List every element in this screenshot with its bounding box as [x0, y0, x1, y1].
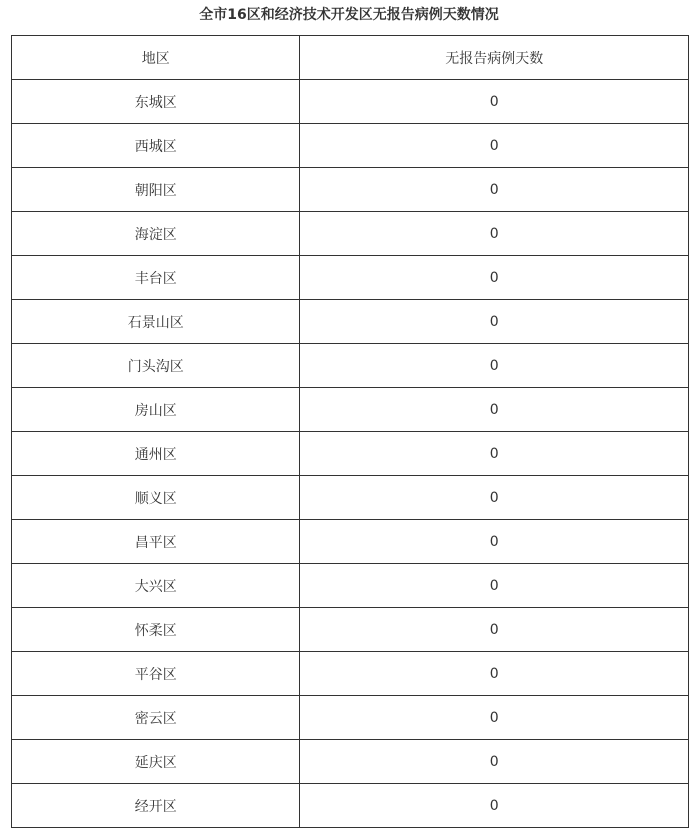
table-header-row — [12, 36, 689, 80]
district-cell: 东城区 — [12, 80, 300, 124]
days-cell: 0 — [300, 740, 689, 784]
district-cell: 朝阳区 — [12, 168, 300, 212]
days-cell: 0 — [300, 476, 689, 520]
district-cell: 石景山区 — [12, 300, 300, 344]
district-cell: 丰台区 — [12, 256, 300, 300]
table-row — [12, 388, 689, 432]
district-cell: 顺义区 — [12, 476, 300, 520]
days-cell: 0 — [300, 124, 689, 168]
table-row — [12, 740, 689, 784]
table-row — [12, 80, 689, 124]
district-cell: 平谷区 — [12, 652, 300, 696]
district-cell: 密云区 — [12, 696, 300, 740]
table-row — [12, 608, 689, 652]
header-district: 地区 — [12, 36, 300, 80]
district-cell: 怀柔区 — [12, 608, 300, 652]
days-cell: 0 — [300, 212, 689, 256]
table-row — [12, 564, 689, 608]
table-row — [12, 784, 689, 828]
days-cell: 0 — [300, 652, 689, 696]
table-row — [12, 696, 689, 740]
no-case-days-table — [11, 35, 689, 828]
table-row — [12, 432, 689, 476]
table-title: 全市16区和经济技术开发区无报告病例天数情况 — [199, 7, 499, 23]
table-row — [12, 476, 689, 520]
days-cell: 0 — [300, 784, 689, 828]
district-cell: 海淀区 — [12, 212, 300, 256]
district-cell: 延庆区 — [12, 740, 300, 784]
district-cell: 房山区 — [12, 388, 300, 432]
header-no-case-days: 无报告病例天数 — [300, 36, 689, 80]
table-row — [12, 300, 689, 344]
table-row — [12, 168, 689, 212]
district-cell: 大兴区 — [12, 564, 300, 608]
table-row — [12, 256, 689, 300]
district-cell: 通州区 — [12, 432, 300, 476]
table-row — [12, 212, 689, 256]
table-row — [12, 652, 689, 696]
days-cell: 0 — [300, 608, 689, 652]
district-cell: 门头沟区 — [12, 344, 300, 388]
days-cell: 0 — [300, 388, 689, 432]
district-cell: 经开区 — [12, 784, 300, 828]
days-cell: 0 — [300, 344, 689, 388]
days-cell: 0 — [300, 432, 689, 476]
district-cell: 西城区 — [12, 124, 300, 168]
days-cell: 0 — [300, 256, 689, 300]
table-row — [12, 344, 689, 388]
days-cell: 0 — [300, 696, 689, 740]
district-cell: 昌平区 — [12, 520, 300, 564]
table-row — [12, 520, 689, 564]
days-cell: 0 — [300, 168, 689, 212]
table-row — [12, 124, 689, 168]
days-cell: 0 — [300, 564, 689, 608]
days-cell: 0 — [300, 520, 689, 564]
days-cell: 0 — [300, 300, 689, 344]
days-cell: 0 — [300, 80, 689, 124]
